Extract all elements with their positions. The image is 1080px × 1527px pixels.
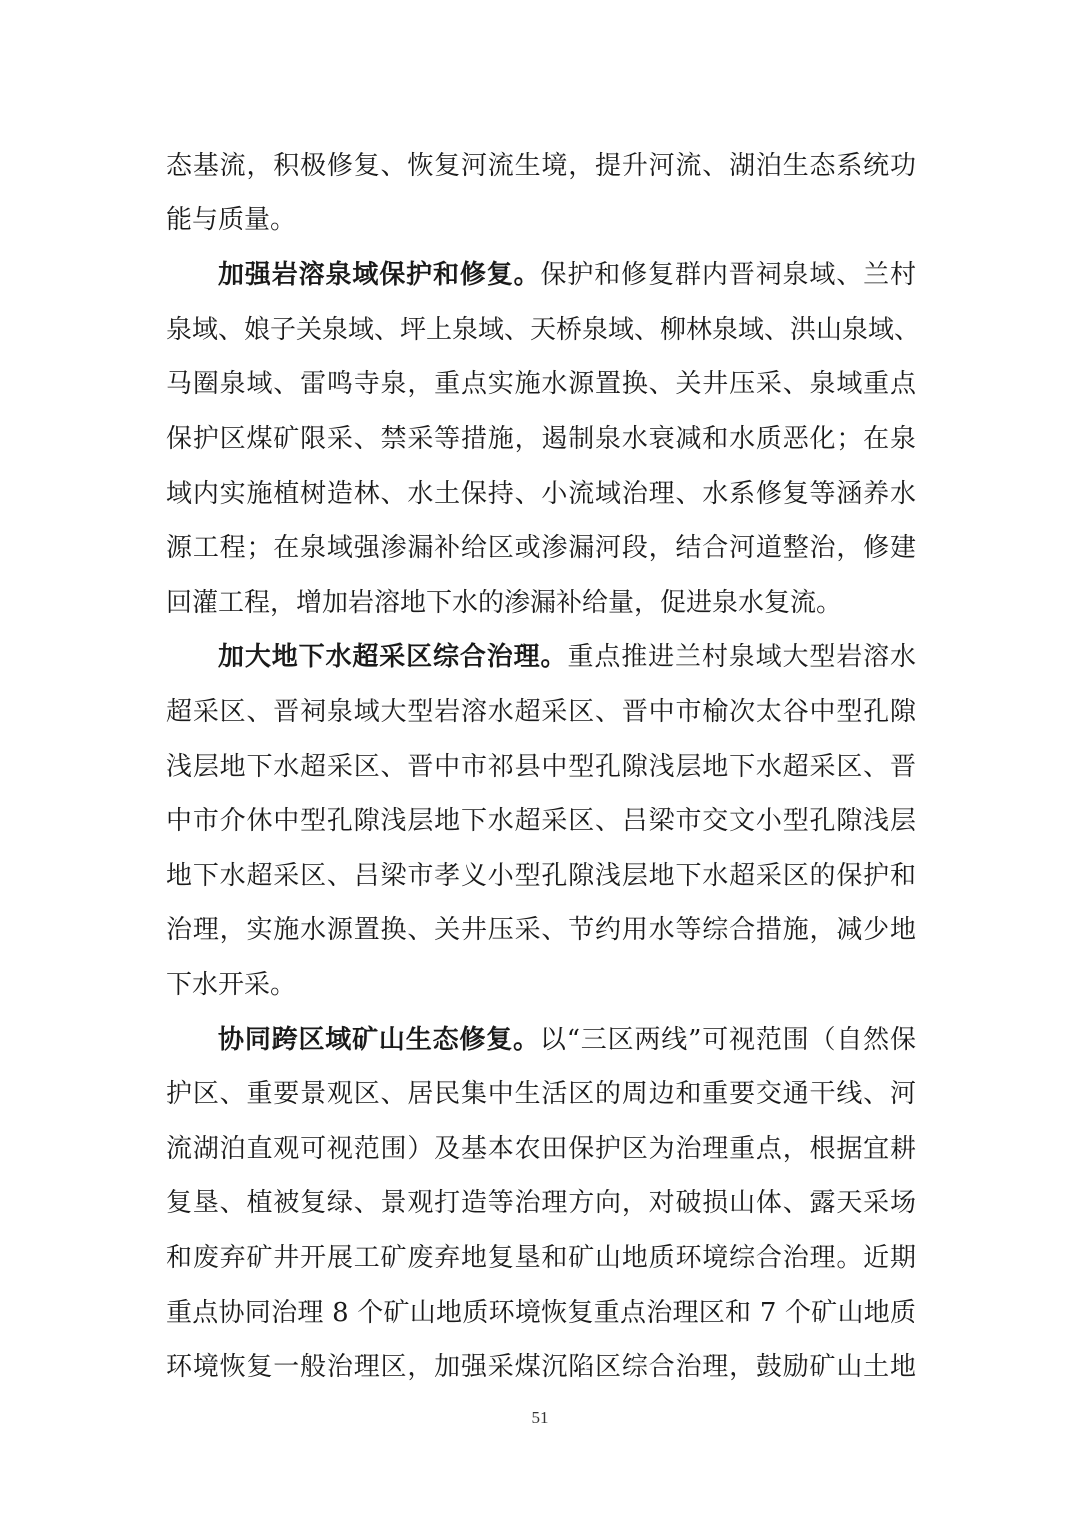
paragraph-first-line — [218, 629, 916, 685]
paragraph-heading: 协同跨区域矿山生态修复。 — [218, 1025, 540, 1055]
text-line: 治理，实施水源置换、关井压采、节约用水等综合措施，减少地 — [166, 915, 916, 945]
text-line: 下水开采。 — [166, 970, 297, 1000]
paragraph-text: 保护和修复群内晋祠泉域、兰村 — [540, 260, 916, 290]
paragraph-heading: 加大地下水超采区综合治理。 — [218, 642, 568, 672]
text-line: 重点协同治理 8 个矿山地质环境恢复重点治理区和 7 个矿山地质 — [166, 1298, 916, 1328]
text-line: 马圈泉域、雷鸣寺泉，重点实施水源置换、关井压采、泉域重点 — [166, 369, 916, 399]
paragraph-first-line — [218, 1012, 916, 1068]
paragraph-first-line — [218, 247, 916, 303]
text-line: 地下水超采区、吕梁市孝义小型孔隙浅层地下水超采区的保护和 — [166, 861, 916, 891]
text-line: 泉域、娘子关泉域、坪上泉域、天桥泉域、柳林泉域、洪山泉域、 — [166, 315, 921, 345]
text-line: 态基流，积极修复、恢复河流生境，提升河流、湖泊生态系统功 — [166, 151, 916, 181]
paragraph-text: 重点推进兰村泉域大型岩溶水 — [567, 642, 916, 672]
paragraph-heading: 加强岩溶泉域保护和修复。 — [218, 260, 541, 290]
text-line: 中市介休中型孔隙浅层地下水超采区、吕梁市交文小型孔隙浅层 — [166, 806, 916, 836]
text-line: 能与质量。 — [166, 205, 297, 235]
text-line: 护区、重要景观区、居民集中生活区的周边和重要交通干线、河 — [166, 1079, 916, 1109]
text-line: 保护区煤矿限采、禁采等措施，遏制泉水衰减和水质恶化；在泉 — [166, 424, 916, 454]
text-line: 浅层地下水超采区、晋中市祁县中型孔隙浅层地下水超采区、晋 — [166, 752, 916, 782]
text-line: 和废弃矿井开展工矿废弃地复垦和矿山地质环境综合治理。近期 — [166, 1243, 916, 1273]
text-line: 域内实施植树造林、水土保持、小流域治理、水系修复等涵养水 — [166, 479, 916, 509]
text-line: 环境恢复一般治理区，加强采煤沉陷区综合治理，鼓励矿山土地 — [166, 1352, 916, 1382]
text-line: 复垦、植被复绿、景观打造等治理方向，对破损山体、露天采场 — [166, 1188, 916, 1218]
page-number: 51 — [531, 1408, 549, 1427]
text-line: 超采区、晋祠泉域大型岩溶水超采区、晋中市榆次太谷中型孔隙 — [166, 697, 916, 727]
text-line: 回灌工程，增加岩溶地下水的渗漏补给量，促进泉水复流。 — [166, 588, 843, 618]
text-line: 流湖泊直观可视范围）及基本农田保护区为治理重点，根据宜耕 — [166, 1134, 916, 1164]
paragraph-text: 以“三区两线”可视范围（自然保 — [539, 1025, 916, 1055]
text-line: 源工程；在泉域强渗漏补给区或渗漏河段，结合河道整治，修建 — [166, 533, 916, 563]
